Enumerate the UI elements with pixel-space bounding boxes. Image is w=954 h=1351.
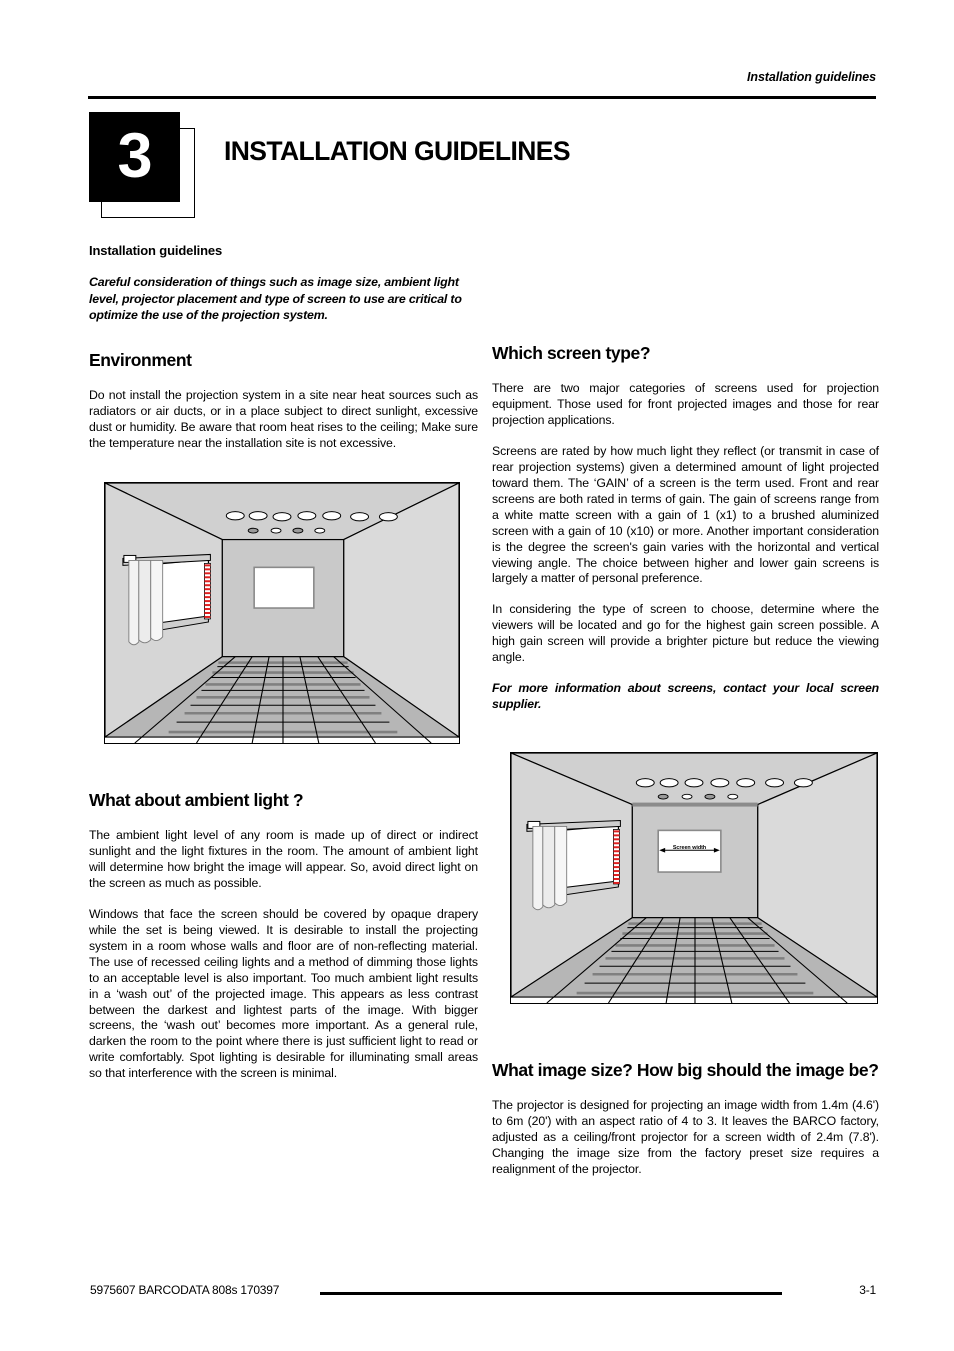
page-title: INSTALLATION GUIDELINES: [224, 136, 570, 166]
header-rule: [88, 96, 876, 99]
room-illustration-1: [105, 483, 459, 743]
right-column-lower: [492, 1060, 879, 1178]
section-heading-environment: Environment: [89, 349, 192, 370]
ambient-light-paragraph-2: Windows that face the screen should be covered by opaque drapery while the set is being viewed. It is desirable to install the projecting system in a room whose walls and floor are of non-reflecting material. The use of recessed ceiling lights and a method of dimming those lights to an acceptable level is also important. Too much ambient light results in a ‘wash out’ of the projected image. This appears as less contrast between the darkest and lightest parts of the image. With bigger screens, the ‘wash out’ becomes more important. As a general rule, darken the room to the point where there is just sufficient light to read or write comfortably. Spot lighting is desirable for illuminating small areas so that interference with the screen is minimal.: [89, 907, 478, 1081]
section-heading-screen-type: Which screen type?: [492, 343, 651, 363]
curtain-panel-3: [151, 560, 163, 640]
running-header-title: Installation guidelines: [747, 70, 876, 84]
right-column-upper: [492, 343, 879, 713]
section-heading-image-size: What image size? How big should the image be?: [492, 1060, 879, 1080]
left-column-lower: [89, 790, 478, 1082]
environment-paragraph-1: Do not install the projection system in a site near heat sources such as radiators or air ducts, or in a place subject to direct sunlight, excessive dust or humidity. Be aware that room heat rises to the ceiling; Make sure the temperature near the installation site is not excessive.: [89, 387, 478, 450]
back-wall-top-trim: [632, 803, 757, 807]
screen-width-label: Screen width: [672, 845, 707, 852]
curtain-panel-1: [533, 826, 543, 909]
left-column: [89, 243, 478, 452]
screen-type-paragraph-1: There are two major categories of screens used for projection equipment. Those used for front projected images and those for rear projection applications.: [492, 381, 879, 428]
screen-type-note: For more information about screens, contact your local screen supplier.: [492, 681, 879, 712]
intro-heading: Installation guidelines: [89, 243, 223, 258]
intro-lead-paragraph: Careful consideration of things such as image size, ambient light level, projector placement and type of screen to use are critical to optimize the use of the projection system.: [89, 275, 462, 322]
room-illustration-2: [511, 753, 877, 1003]
curtain-panel-1: [129, 560, 139, 644]
screen-type-paragraph-2: Screens are rated by how much light they reflect (or transmit in case of rear projection systems) given a determined amount of light projected toward them. The ‘GAIN’ of a screen is the term used. Front and rear screens are both rated in terms of gain. The gain of screens range from a white matte screen with a gain of 1 (x1) to a brushed aluminized screen with a gain of 10 (x10) or more. Another important consideration is the degree the screen's gain varies with the horizontal and vertical viewing angle. The choice between higher and lower gain screens is largely a matter of personal preference.: [492, 444, 879, 586]
footer-rule: [320, 1292, 782, 1295]
chapter-badge: [89, 112, 180, 202]
projection-screen: [254, 567, 314, 608]
section-heading-ambient-light: What about ambient light ?: [89, 790, 304, 810]
figure-room-perspective-screen-width: [510, 752, 878, 1004]
figure-room-perspective-blank-screen: [104, 482, 460, 744]
screen-type-paragraph-3: In considering the type of screen to choose, determine where the viewers will be located and go for the highest gain screen possible. A high gain screen will provide a brighter picture but reduce the viewing angle.: [492, 602, 879, 665]
curtain-panel-2: [139, 560, 151, 642]
footer-document-id: 5975607 BARCODATA 808s 170397: [90, 1283, 280, 1297]
footer-page-number: 3-1: [859, 1283, 876, 1297]
image-size-paragraph-1: The projector is designed for projecting an image width from 1.4m (4.6') to 6m (20') with an aspect ratio of 4 to 3. It leaves the BARCO factory, adjusted as a ceiling/front projector for a screen width of 2.4m (7.8'). Changing the image size from the factory preset size requires a realignment of the projector.: [492, 1098, 879, 1177]
curtain-panel-2: [543, 826, 555, 907]
ambient-light-paragraph-1: The ambient light level of any room is made up of direct or indirect sunlight and the light fixtures in the room. The amount of ambient light will determine how bright the image will appear. So, avoid direct light on the screen as much as possible.: [89, 828, 478, 891]
chapter-number: 3: [117, 121, 152, 191]
curtain-panel-3: [555, 826, 567, 905]
radiator-body: [204, 563, 210, 619]
